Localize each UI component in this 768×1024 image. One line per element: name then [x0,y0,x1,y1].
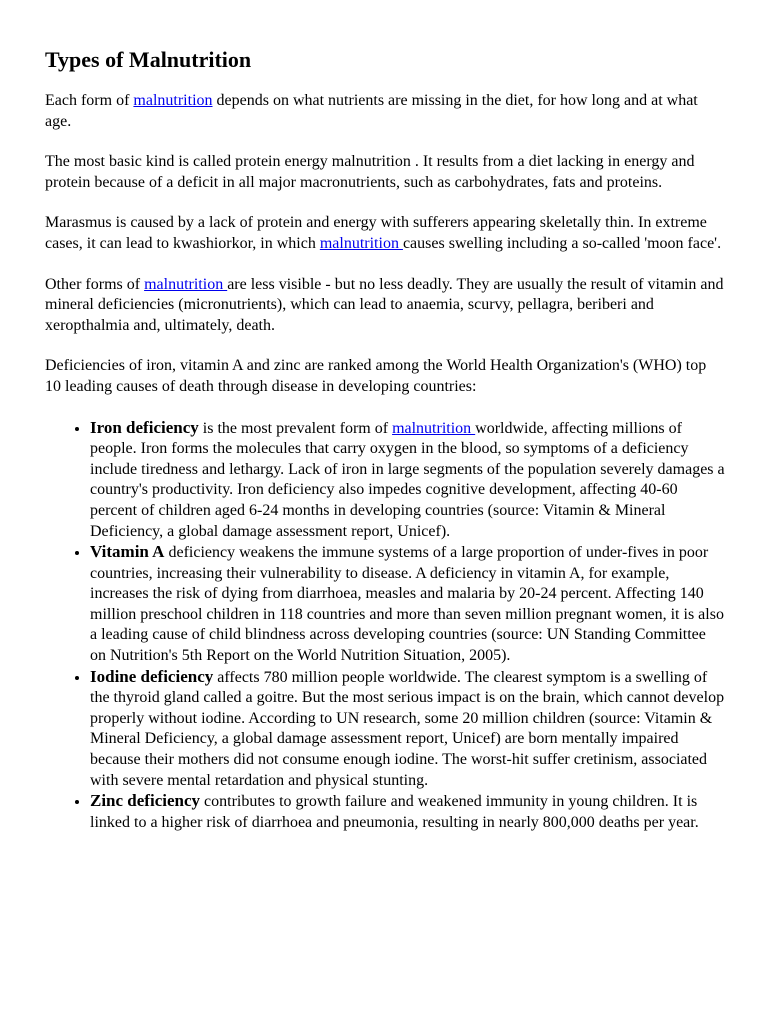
page-title: Types of Malnutrition [45,47,252,72]
deficiency-list [45,418,725,834]
paragraph-text: causes swelling including a so-called 'moon face'. [402,234,722,252]
malnutrition-link[interactable]: malnutrition [392,419,476,437]
list-item-text: deficiency weakens the immune systems of a large proportion of under-fives in poor countries, increasing their vulnerability to disease. A deficiency in vitamin A, for example, increases the risk of dying from diarrhoea, measles and malaria by 20-24 percent. Affecting 140 million preschool children in 118 countries and more than seven million pregnant women, it is also a leading cause of child blindness across developing countries (source: UN Standing Committee on Nutrition's 5th Report on the World Nutrition Situation, 2005). [90,544,724,665]
paragraph-text: depends on what nutrients are missing in the diet, for how long and at what age. [45,92,698,130]
article-body [45,91,725,833]
paragraph-marasmus [45,213,725,254]
list-item-text: worldwide, affecting millions of people. Iron forms the molecules that carry oxygen in the blood, so symptoms of a deficiency include tiredness and lethargy. Lack of iron in large segments of the population severely damages a country's productivity. Iron deficiency also impedes cognitive development, affecting 40-60 percent of children aged 6-24 months in developing countries (source: Vitamin & Mineral Deficiency, a global damage assessment report, Unicef). [90,419,725,540]
list-item-text: affects 780 million people worldwide. The clearest symptom is a swelling of the thyroid gland called a goitre. But the most serious impact is on the brain, which cannot develop properly without iodine. According to UN research, some 20 million children (source: Vitamin & Mineral Deficiency, a global damage assessment report, Unicef) are born mentally impaired because their mothers did not consume enough iodine. The worst-hit suffer cretinism, associated with severe mental retardation and physical stunting. [90,668,725,789]
paragraph-text: Each form of [45,92,134,109]
malnutrition-link[interactable]: malnutrition [319,234,403,252]
list-item-text: is the most prevalent form of [198,419,393,437]
paragraph-other-forms [45,275,725,337]
malnutrition-link[interactable]: malnutrition [133,92,213,109]
paragraph-who-ranking: Deficiencies of iron, vitamin A and zinc are ranked among the World Health Organization's (WHO) top 10 leading causes of death through disease in developing countries: [45,357,707,395]
list-item-term: Iodine deficiency [90,666,214,686]
list-item-iron [90,418,725,543]
malnutrition-link[interactable]: malnutrition [144,275,228,293]
paragraph-intro [45,91,725,132]
list-item-term: Iron deficiency [90,417,199,437]
list-item-text: contributes to growth failure and weakened immunity in young children. It is linked to a higher risk of diarrhoea and pneumonia, resulting in nearly 800,000 deaths per year. [90,793,699,831]
list-item-term: Vitamin A [90,542,165,562]
list-item-term: Zinc deficiency [90,791,201,811]
list-item-zinc [90,791,725,833]
list-item-vitamin-a [90,542,725,667]
paragraph-text: Other forms of [45,275,145,293]
list-item-iodine [90,667,725,792]
paragraph-text: are less visible - but no less deadly. They are usually the result of vitamin and mineral deficiencies (micronutrients), which can lead to anaemia, scurvy, pellagra, beriberi and xeropthalmia and, ultimately, death. [45,275,724,334]
paragraph-text: Marasmus is caused by a lack of protein and energy with sufferers appearing skeletally thin. In extreme cases, it can lead to kwashiorkor, in which [45,214,707,252]
paragraph-protein-energy: The most basic kind is called protein energy malnutrition . It results from a diet lacking in energy and protein because of a deficit in all major macronutrients, such as carbohydrates, fats and proteins. [45,153,695,191]
